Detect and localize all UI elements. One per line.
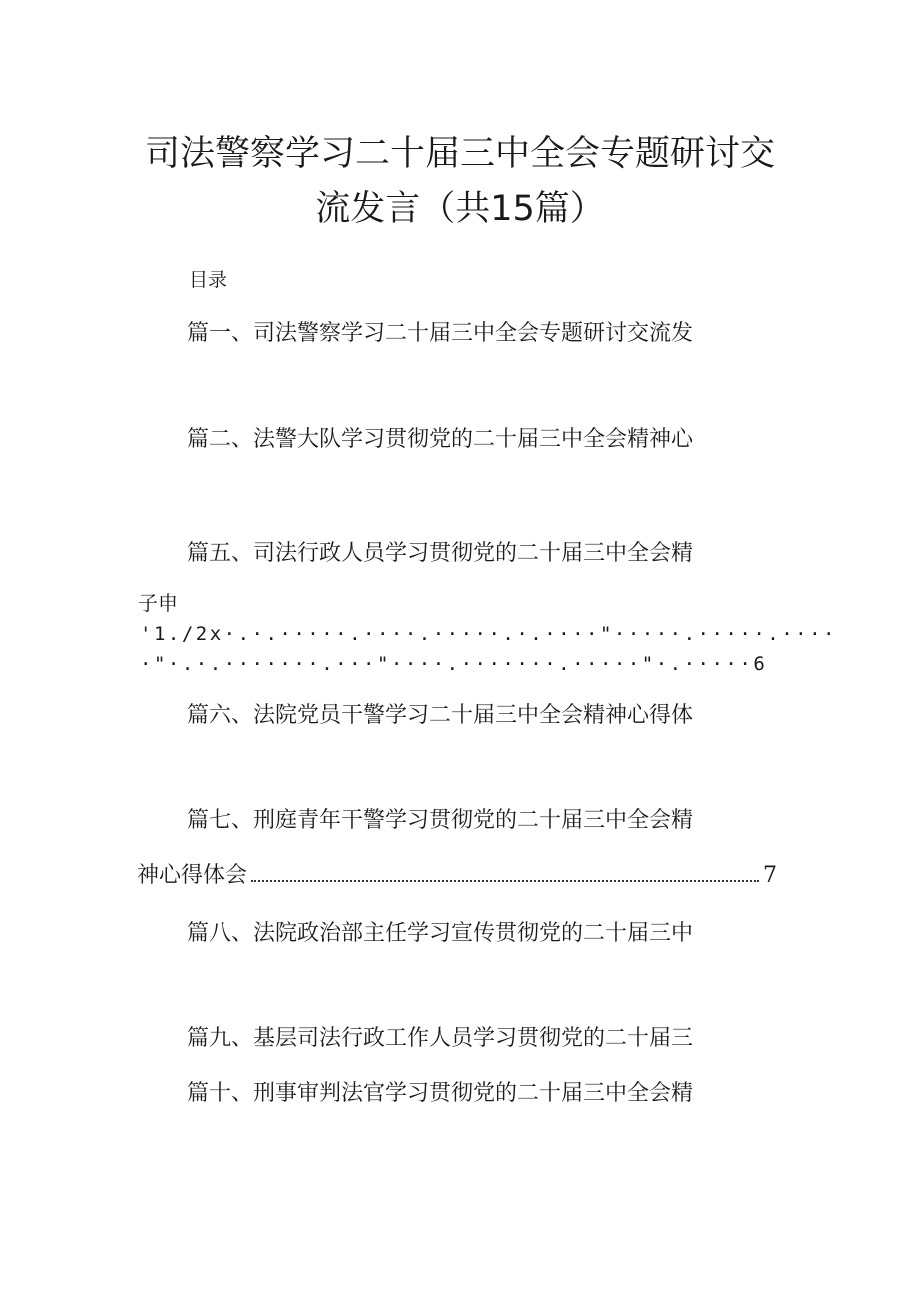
document-title-line-1: 司法警察学习二十届三中全会专题研讨交 xyxy=(144,134,775,174)
toc-leader-line-2: ·"·.·.·······.···"····.·······.·····"·.·····6 xyxy=(140,653,768,675)
toc-entry-1: 篇一、司法警察学习二十届三中全会专题研讨交流发 xyxy=(187,321,694,346)
toc-leader-line-1: '1./2x·.·.·····.····.·····.·.····"·····.·····.···· xyxy=(140,623,837,645)
toc-entry-9: 篇九、基层司法行政工作人员学习贯彻党的二十届三 xyxy=(187,1026,694,1051)
dot-leader xyxy=(251,880,759,882)
document-title-line-2: 流发言（共15篇） xyxy=(315,189,605,229)
toc-entry-5: 篇五、司法行政人员学习贯彻党的二十届三中全会精 xyxy=(187,541,694,566)
toc-entry-6: 篇六、法院党员干警学习二十届三中全会精神心得体 xyxy=(187,703,694,728)
toc-entry-7-page-number: 7 xyxy=(763,863,777,888)
toc-entry-7: 篇七、刑庭青年干警学习贯彻党的二十届三中全会精 xyxy=(187,808,694,833)
toc-entry-8: 篇八、法院政治部主任学习宣传贯彻党的二十届三中 xyxy=(187,921,694,946)
toc-entry-7-continuation xyxy=(137,860,777,892)
toc-entry-2: 篇二、法警大队学习贯彻党的二十届三中全会精神心 xyxy=(187,427,694,452)
toc-entry-5-continuation: 子申 xyxy=(138,591,178,615)
toc-entry-10: 篇十、刑事审判法官学习贯彻党的二十届三中全会精 xyxy=(187,1081,694,1106)
toc-heading: 目录 xyxy=(189,269,228,291)
toc-entry-7-text: 神心得体会 xyxy=(137,863,248,888)
